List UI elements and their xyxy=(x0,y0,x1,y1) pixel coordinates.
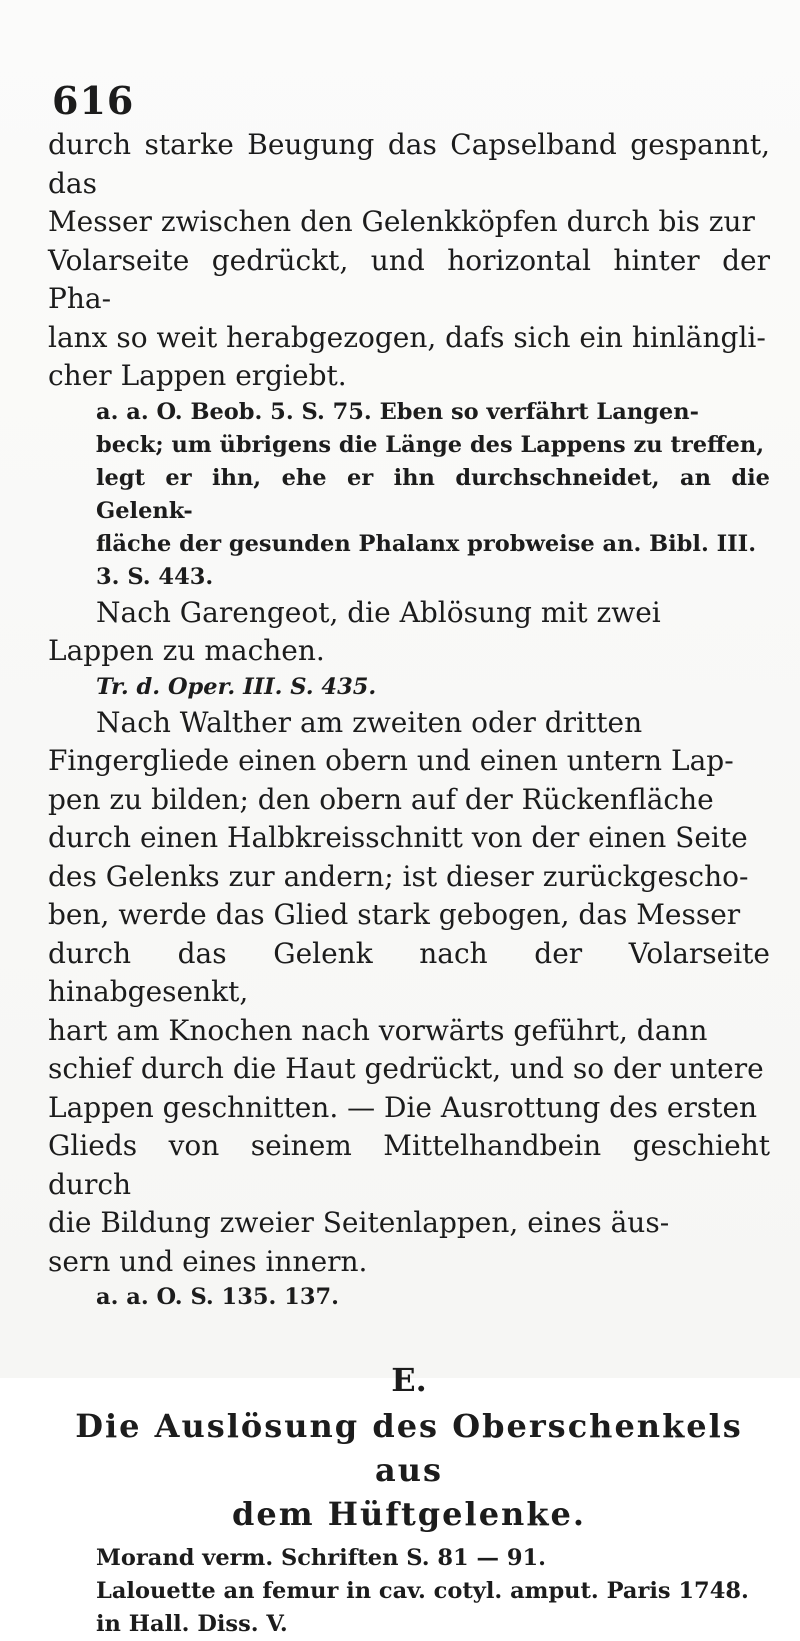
text-line: Volarseite gedrückt, und horizontal hinter der Pha- xyxy=(48,243,770,315)
text-line: Lappen zu machen. xyxy=(48,634,325,667)
section-title-line: Die Auslösung des Oberschenkels aus xyxy=(75,1407,743,1489)
footnote-reference-aao xyxy=(48,1281,770,1314)
text-line: hart am Knochen nach vorwärts geführt, dann xyxy=(48,1013,708,1047)
footnote-reference-traite xyxy=(48,671,770,704)
footnote-reference-lalouette xyxy=(48,1575,770,1641)
text-line: durch das Gelenk nach der Volarseite hinabgesenkt, xyxy=(48,936,770,1008)
text-line: durch einen Halbkreisschnitt von der einen Seite xyxy=(48,821,748,854)
text-line: cher Lappen ergiebt. xyxy=(48,359,347,392)
text-line: Fingergliede einen obern und einen untern Lap- xyxy=(48,744,734,777)
paragraph-walther xyxy=(48,704,770,1282)
ref-line: Morand verm. Schriften S. 81 — 91. xyxy=(96,1545,547,1571)
ref-line: beck; um übrigens die Länge des Lappens zu treffen, xyxy=(96,431,765,458)
text-line: die Bildung zweier Seitenlappen, eines äus- xyxy=(48,1206,670,1239)
ref-line: 3. S. 443. xyxy=(96,563,214,590)
text-column xyxy=(48,126,770,1641)
text-line: sern und eines innern. xyxy=(48,1244,368,1278)
ref-line: legt er ihn, ehe er ihn durchschneidet, an die Gelenk- xyxy=(96,464,770,524)
text-line: durch starke Beugung das Capselband gespannt, das xyxy=(48,128,770,200)
ref-line: fläche der gesunden Phalanx probweise an. Bibl. III. xyxy=(96,530,757,557)
footnote-reference-beob xyxy=(48,396,770,594)
footnote-reference-morand xyxy=(48,1542,770,1575)
ref-line: a. a. O. S. 135. 137. xyxy=(96,1284,339,1310)
text-line: schief durch die Haut gedrückt, und so der untere xyxy=(48,1052,764,1085)
paragraph-garengeot xyxy=(48,594,770,671)
page-number: 616 xyxy=(52,78,135,123)
section-title xyxy=(48,1404,770,1536)
ref-line: Lalouette an femur in cav. cotyl. amput. Paris 1748. xyxy=(96,1578,749,1604)
text-line: Lappen geschnitten. — Die Ausrottung des ersten xyxy=(48,1090,758,1124)
section-letter: E. xyxy=(391,1361,427,1399)
text-line: pen zu bilden; den obern auf der Rückenfläche xyxy=(48,782,714,816)
text-line: Messer zwischen den Gelenkköpfen durch bis zur xyxy=(48,205,755,238)
ref-line: in Hall. Diss. V. xyxy=(96,1611,288,1637)
text-line: des Gelenks zur andern; ist dieser zurückgescho- xyxy=(48,859,749,893)
text-line: Glieds von seinem Mittelhandbein geschieht durch xyxy=(48,1129,770,1201)
paragraph-continuation xyxy=(48,126,770,396)
section-title-line: dem Hüftgelenke. xyxy=(232,1495,586,1533)
text-line: ben, werde das Glied stark gebogen, das Messer xyxy=(48,898,741,931)
ref-line: Tr. d. Oper. III. S. 435. xyxy=(96,673,377,700)
text-line: Nach Garengeot, die Ablösung mit zwei xyxy=(96,595,661,629)
text-line: lanx so weit herabgezogen, dafs sich ein hinlängli- xyxy=(48,320,766,354)
ref-line: a. a. O. Beob. 5. S. 75. Eben so verfährt Langen- xyxy=(96,398,699,425)
text-line: Nach Walther am zweiten oder dritten xyxy=(96,705,643,739)
